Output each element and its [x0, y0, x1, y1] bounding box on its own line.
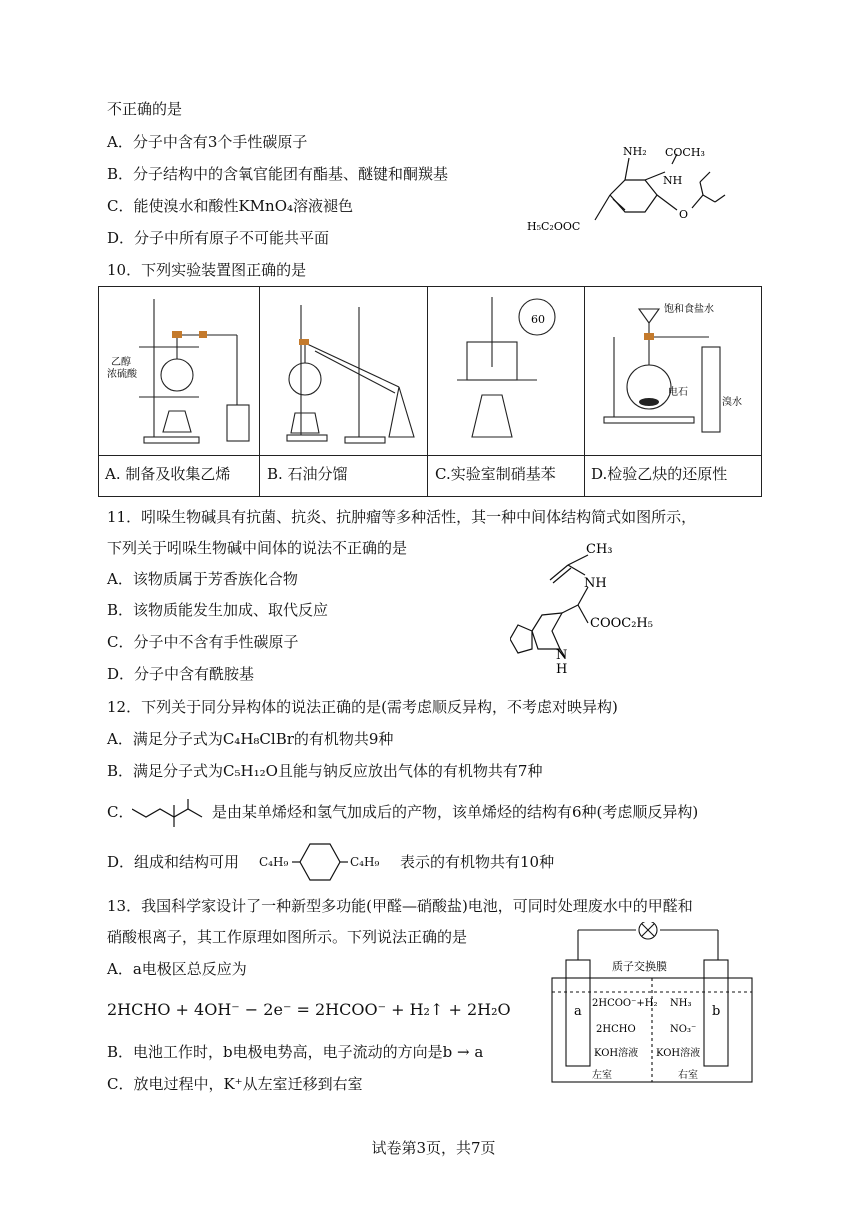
q12-option-c-prefix: C．	[107, 803, 134, 821]
q9-option-c: C．能使溴水和酸性KMnO₄溶液褪色	[107, 197, 354, 215]
q13-stem-line2: 硝酸根离子，其工作原理如图所示。下列说法正确的是	[107, 928, 468, 946]
q9-option-d: D．分子中所有原子不可能共平面	[107, 229, 330, 247]
q11-ch3-label: CH₃	[586, 542, 613, 557]
q9-o-label: O	[679, 208, 689, 221]
q12-option-d-text: 表示的有机物共有10种	[400, 853, 555, 871]
q13-left-solution: KOH溶液	[594, 1048, 639, 1059]
q12-option-a: A．满足分子式为C₄H₈ClBr的有机物共9种	[107, 730, 394, 748]
q13-left-product: 2HCOO⁻+H₂	[592, 998, 658, 1009]
q10-d-solid-label: 电石	[668, 387, 688, 398]
q13-left-room: 左室	[592, 1070, 612, 1081]
q13-right-product: NH₃	[670, 998, 692, 1009]
q13-battery-diagram	[548, 922, 758, 1087]
q11-ring-n-label: N	[556, 648, 568, 663]
q9-nh2-label: NH₂	[623, 145, 647, 158]
q10-apparatus-table	[98, 286, 762, 497]
q9-stem-tail: 不正确的是	[107, 100, 183, 118]
page-footer: 试卷第3页，共7页	[371, 1139, 496, 1157]
q10-caption-a: A. 制备及收集乙烯	[105, 465, 231, 483]
q10-apparatus-a	[99, 287, 259, 453]
q13-right-reactant: NO₃⁻	[670, 1024, 697, 1035]
q13-electrode-b: b	[712, 1004, 721, 1019]
q13-option-c: C．放电过程中，K⁺从左室迁移到右室	[107, 1075, 363, 1093]
q11-stem-line1: 11．吲哚生物碱具有抗菌、抗炎、抗肿瘤等多种活性，其一种中间体结构简式如图所示，	[107, 508, 697, 526]
q9-molecule-structure	[525, 140, 735, 250]
q11-stem-line2: 下列关于吲哚生物碱中间体的说法不正确的是	[107, 539, 408, 557]
q13-equation: 2HCHO + 4OH⁻ − 2e⁻ = 2HCOO⁻ + H₂↑ + 2H₂O	[107, 1000, 511, 1019]
q10-c-thermometer-reading: 60	[531, 313, 545, 326]
q10-d-tube-label: 溴水	[722, 397, 742, 408]
q13-right-solution: KOH溶液	[656, 1048, 701, 1059]
q11-nh-label: NH	[584, 576, 607, 591]
q9-option-b: B．分子结构中的含氧官能团有酯基、醚键和酮羰基	[107, 165, 449, 183]
q13-membrane-label: 质子交换膜	[612, 960, 667, 973]
q11-ring-h-label: H	[556, 662, 568, 677]
q13-stem-line1: 13．我国科学家设计了一种新型多功能(甲醛—硝酸盐)电池，可同时处理废水中的甲醛和	[107, 897, 693, 915]
q12-stem: 12．下列关于同分异构体的说法正确的是(需考虑顺反异构，不考虑对映异构)	[107, 698, 618, 716]
q11-option-d: D．分子中含有酰胺基	[107, 665, 255, 683]
q12-option-d-sub-left: C₄H₉	[259, 855, 289, 869]
q10-apparatus-c	[427, 287, 584, 453]
q10-d-funnel-label: 饱和食盐水	[664, 304, 714, 315]
q9-nh-label: NH	[663, 174, 683, 187]
q11-option-b: B．该物质能发生加成、取代反应	[107, 601, 329, 619]
q9-option-a: A．分子中含有3个手性碳原子	[107, 133, 308, 151]
q12-benzene-ring	[292, 840, 348, 884]
q10-caption-d: D.检验乙炔的还原性	[591, 465, 728, 483]
q10-caption-c: C.实验室制硝基苯	[435, 465, 556, 483]
q13-right-room: 右室	[678, 1070, 698, 1081]
q10-stem: 10．下列实验装置图正确的是	[107, 261, 307, 279]
q11-molecule-structure	[510, 535, 680, 680]
q10-apparatus-d	[584, 287, 761, 453]
q13-option-b: B．电池工作时，b电极电势高，电子流动的方向是b → a	[107, 1043, 484, 1061]
q12-option-d-prefix: D．组成和结构可用	[107, 853, 240, 871]
q10-a-reagent1: 乙醇	[111, 357, 131, 368]
q13-left-reactant: 2HCHO	[596, 1024, 636, 1035]
q12-option-b: B．满足分子式为C₅H₁₂O且能与钠反应放出气体的有机物共有7种	[107, 762, 543, 780]
q12-option-c-text: 是由某单烯烃和氢气加成后的产物，该单烯烃的结构有6种(考虑顺反异构)	[212, 803, 699, 821]
q10-apparatus-b	[259, 287, 427, 453]
q11-option-a: A．该物质属于芳香族化合物	[107, 570, 298, 588]
q12-option-c-skeleton	[132, 795, 212, 829]
q10-a-reagent2: 浓硫酸	[107, 369, 137, 380]
q9-ester-label: H₅C₂OOC	[527, 220, 581, 233]
q10-caption-b: B. 石油分馏	[267, 465, 348, 483]
q9-acyl-label: COCH₃	[665, 146, 705, 159]
q11-option-c: C．分子中不含有手性碳原子	[107, 633, 299, 651]
q13-electrode-a: a	[574, 1004, 582, 1019]
q12-option-d-sub-right: C₄H₉	[350, 855, 380, 869]
q10-row-separator	[99, 455, 761, 456]
q11-ester-label: COOC₂H₅	[590, 616, 653, 631]
q13-option-a: A．a电极区总反应为	[107, 960, 247, 978]
